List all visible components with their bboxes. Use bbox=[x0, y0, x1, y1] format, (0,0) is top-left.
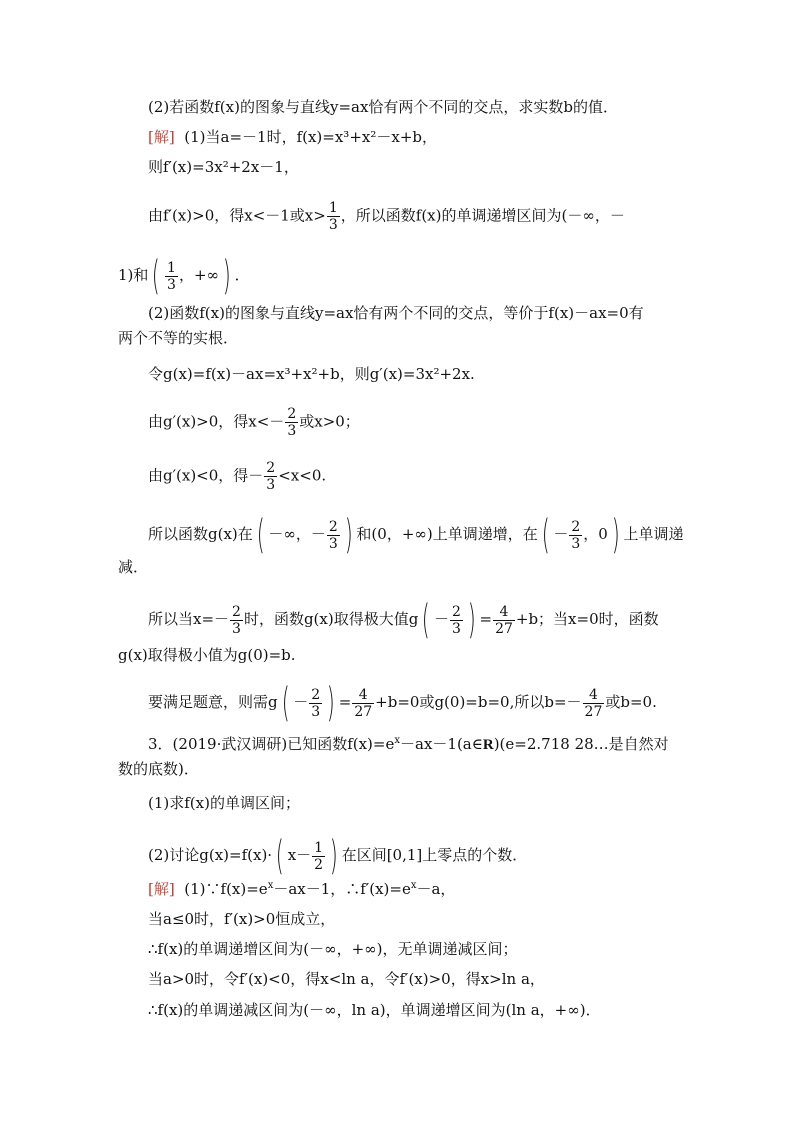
extremum-max: 所以当x=－ $\frac{2}{3}$ 时，函数g(x)取得极大值g( － $\frac{2}{3}$ ) = $\frac{4}{27}$ +b；当x=0时，函数 bbox=[148, 597, 659, 643]
solution-increasing-interval: 由f′(x)>0，得x<－1或x> $\frac{1}{3}$ ，所以函数f(x)的单调递增区间为(－∞，－ bbox=[148, 200, 625, 233]
condition-b: 要满足题意，则需g( － $\frac{2}{3}$ ) = $\frac{4}{27}$ +b=0或g(0)=b=0,所以b=－ $\frac{4}{27}$ 或b=0. bbox=[148, 680, 657, 726]
solution-tag: [解] bbox=[148, 128, 175, 146]
part-2-equivalence-cont: 两个不等的实根． bbox=[118, 329, 239, 347]
problem-3-statement-cont: 数的底数)． bbox=[118, 760, 199, 778]
problem-3-part-2: (2)讨论g(x)=f(x)·( x－ $\frac{1}{2}$ ) 在区间[0,1]上零点的个数． bbox=[148, 833, 528, 879]
problem-3-statement: 3．(2019·武汉调研)已知函数$f(x)=e^x-ax-1(a\in R)(e=2.718$ 28…是自然对 bbox=[148, 735, 669, 753]
solution-3-line-5: ∴f(x)的单调递减区间为(－∞，ln a)，单调递增区间为(ln a，+∞)． bbox=[148, 1001, 601, 1019]
monotonic-intervals: 所以函数g(x)在( －∞，－ $\frac{2}{3}$ ) 和(0，+∞)上单调递增，在( － $\frac{2}{3}$ ，0) 上单调递 bbox=[148, 512, 684, 558]
solution-3-line-3: ∴f(x)的单调递增区间为(－∞，+∞)，无单调递减区间； bbox=[148, 940, 518, 958]
solution-part-1-line-1: [解] (1)当a=－1时，f(x)=x³+x²－x+b， bbox=[148, 128, 437, 146]
define-g: 令g(x)=f(x)－ax=x³+x²+b，则g′(x)=3x²+2x. bbox=[148, 365, 475, 383]
part-2-equivalence: (2)函数f(x)的图象与直线y=ax恰有两个不同的交点，等价于f(x)－ax=0有 bbox=[148, 304, 644, 322]
solution-derivative: 则f′(x)=3x²+2x－1， bbox=[148, 158, 299, 176]
solution-3-line-4: 当a>0时，令f′(x)<0，得x<ln a，令f′(x)>0，得x>ln a， bbox=[148, 970, 545, 988]
problem-3-part-1: (1)求f(x)的单调区间； bbox=[148, 794, 300, 812]
problem-2-part-2: (2)若函数f(x)的图象与直线y=ax恰有两个不同的交点，求实数b的值． bbox=[148, 98, 619, 116]
monotonic-intervals-cont: 减． bbox=[118, 558, 149, 576]
g-positive: 由g′(x)>0，得x<－ $\frac{2}{3}$ 或x>0； bbox=[148, 406, 360, 439]
solution-interval-continued: 1)和( $\frac{1}{3}$ ，+∞) ． bbox=[118, 253, 250, 299]
extremum-min: g(x)取得极小值为g(0)=b. bbox=[118, 646, 296, 664]
solution-3-line-2: 当a≤0时，f′(x)>0恒成立， bbox=[148, 910, 336, 928]
solution-3-line-1: [解] $(1)\because f(x)=e^x-ax-1$，$\therefore f'(x)=e^x-a$， bbox=[148, 880, 456, 898]
fraction-one-third: $\frac{1}{3}$ bbox=[328, 200, 338, 233]
g-negative: 由g′(x)<0，得－ $\frac{2}{3}$ <x<0. bbox=[148, 460, 327, 493]
